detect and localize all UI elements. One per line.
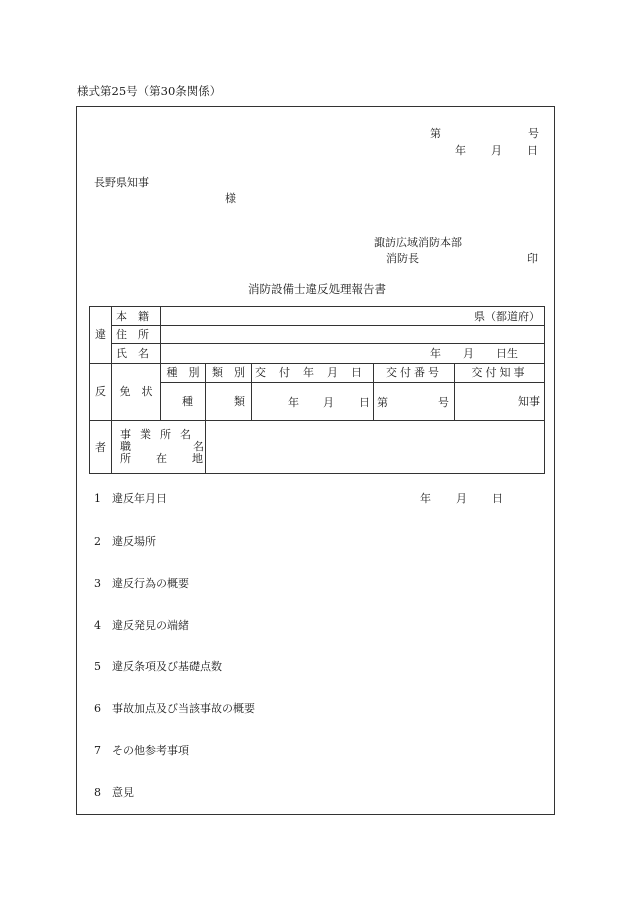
item-1-month: 月 bbox=[456, 492, 467, 505]
honseki-value: 県（都道府） bbox=[161, 307, 545, 326]
date-day: 日 bbox=[527, 144, 538, 157]
item-7-no: 7 bbox=[94, 744, 101, 757]
sender-organization: 諏訪広域消防本部 bbox=[374, 236, 462, 249]
form-number: 様式第25号（第30条関係） bbox=[77, 84, 222, 98]
kofu-year: 年 bbox=[288, 395, 299, 409]
item-3-no: 3 bbox=[94, 577, 101, 590]
item-6-label: 事故加点及び当該事故の概要 bbox=[112, 702, 255, 715]
item-8-no: 8 bbox=[94, 786, 101, 799]
kofu-governor-value: 知事 bbox=[455, 382, 545, 420]
item-2-no: 2 bbox=[94, 535, 101, 548]
shimei-label: 氏 名 bbox=[112, 344, 161, 363]
side-label-2: 反 bbox=[90, 363, 112, 421]
kofu-number-header: 交付番号 bbox=[374, 363, 455, 382]
kofu-go: 号 bbox=[438, 395, 449, 409]
item-8-label: 意見 bbox=[112, 786, 134, 799]
item-5-no: 5 bbox=[94, 660, 101, 673]
side-label-3: 者 bbox=[90, 421, 112, 474]
shubetsu-value: 種 bbox=[161, 382, 206, 420]
kofu-number-value bbox=[374, 382, 455, 420]
sender-title: 消防長 bbox=[386, 252, 419, 265]
item-4-no: 4 bbox=[94, 619, 101, 632]
birth-date: 年 月 日生 bbox=[161, 344, 545, 363]
item-1-label: 違反年月日 bbox=[112, 492, 167, 505]
honseki-label: 本 籍 bbox=[112, 307, 161, 326]
jusho-label: 住 所 bbox=[112, 326, 161, 344]
doc-number-go: 号 bbox=[528, 127, 539, 140]
item-1-year: 年 bbox=[420, 492, 431, 505]
item-1-no: 1 bbox=[94, 492, 101, 505]
ruibetsu-value: 類 bbox=[206, 382, 252, 420]
jusho-value bbox=[161, 326, 545, 344]
item-2-label: 違反場所 bbox=[112, 535, 156, 548]
shoku-label: 職名 bbox=[120, 440, 266, 454]
page-title: 消防設備士違反処理報告書 bbox=[248, 282, 386, 296]
kofu-date-header: 交 付 年 月 日 bbox=[252, 363, 374, 382]
kofu-day: 日 bbox=[359, 395, 370, 409]
menjo-label: 免 状 bbox=[112, 363, 161, 421]
addressee: 長野県知事 bbox=[94, 176, 149, 189]
kofu-governor-header: 交付知事 bbox=[455, 363, 545, 382]
ruibetsu-header: 類 別 bbox=[206, 363, 252, 382]
doc-number-dai: 第 bbox=[430, 127, 441, 140]
kofu-date-value bbox=[252, 382, 374, 420]
workplace-labels bbox=[112, 421, 266, 474]
date-year: 年 bbox=[455, 144, 466, 157]
seal-mark: 印 bbox=[527, 252, 538, 265]
jigyosho-label: 事業所名 bbox=[120, 428, 200, 442]
item-7-label: その他参考事項 bbox=[112, 744, 189, 757]
date-month: 月 bbox=[491, 144, 502, 157]
item-4-label: 違反発見の端緒 bbox=[112, 619, 189, 632]
addressee-honorific: 様 bbox=[225, 192, 236, 205]
item-6-no: 6 bbox=[94, 702, 101, 715]
shozai-label: 所在地 bbox=[120, 452, 228, 466]
item-1-day: 日 bbox=[492, 492, 503, 505]
side-label-1: 違 bbox=[90, 307, 112, 364]
shubetsu-header: 種 別 bbox=[161, 363, 206, 382]
violator-table bbox=[89, 306, 545, 474]
item-3-label: 違反行為の概要 bbox=[112, 577, 189, 590]
kofu-month: 月 bbox=[323, 395, 334, 409]
kofu-dai: 第 bbox=[377, 395, 388, 409]
item-5-label: 違反条項及び基礎点数 bbox=[112, 660, 222, 673]
